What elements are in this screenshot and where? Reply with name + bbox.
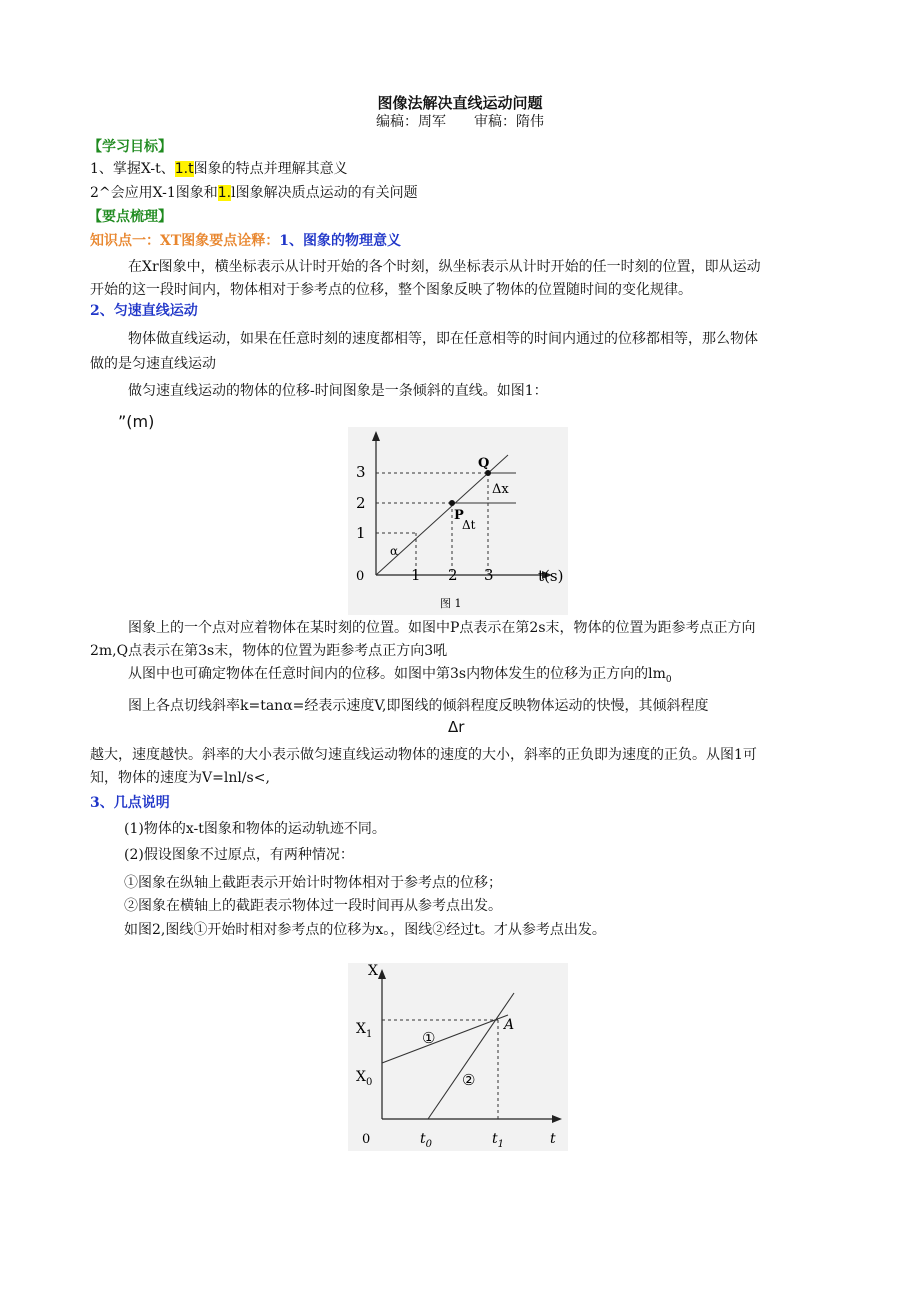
para-2-line-1: 物体做直线运动，如果在任意时刻的速度都相等，即在任意相等的时间内通过的位移都相等，那么物体 bbox=[128, 331, 758, 347]
para-7-line-2: 知，物体的速度为V=lnl∕s<, bbox=[90, 770, 270, 786]
point-p bbox=[449, 500, 455, 506]
x-tick-1: 1 bbox=[411, 566, 421, 584]
y-unit-label: ”(m) bbox=[118, 412, 155, 431]
y-tick-1: 1 bbox=[356, 524, 366, 542]
goals-heading: 【学习目标】 bbox=[88, 139, 172, 155]
para-3: 做匀速直线运动的物体的位移-时间图象是一条倾斜的直线。如图1： bbox=[128, 383, 548, 399]
p-label: P bbox=[454, 508, 464, 523]
origin-label-2: 0 bbox=[362, 1132, 371, 1147]
authors: 编稿：周军 审稿：隋伟 bbox=[376, 114, 544, 130]
para-6: 图上各点切线斜率k=tanα=经表示速度V,即图线的倾斜程度反映物体运动的快慢，其倾斜程度 bbox=[128, 698, 709, 714]
y-tick-3: 3 bbox=[356, 463, 366, 481]
para-2-line-2: 做的是匀速直线运动 bbox=[90, 356, 216, 372]
note-2: (2)假设图象不过原点，有两种情况： bbox=[124, 847, 354, 863]
delta-r: Δr bbox=[448, 718, 465, 736]
x-axis-y-label: X bbox=[368, 963, 378, 979]
knowledge-point-1: 知识点一：XT图象要点诠释：1、图象的物理意义 bbox=[90, 233, 402, 249]
figure-1 bbox=[348, 427, 568, 615]
x-tick-3: 3 bbox=[484, 566, 494, 584]
x1-label: $X_1$ bbox=[356, 1021, 373, 1040]
case-1: ①图象在纵轴上截距表示开始计时物体相对于参考点的位移； bbox=[124, 875, 502, 891]
section-2-heading: 2、匀速直线运动 bbox=[90, 303, 198, 319]
origin-label: 0 bbox=[356, 569, 365, 584]
point-a-label: A bbox=[504, 1017, 515, 1033]
para-1-line-1: 在Xr图象中，横坐标表示从计时开始的各个时刻，纵坐标表示从计时开始的任一时刻的位置，即从运动 bbox=[128, 259, 761, 275]
y-tick-2: 2 bbox=[356, 494, 366, 512]
section-3-heading: 3、几点说明 bbox=[90, 795, 170, 811]
goal-line-2: 2^会应用X-1图象和1.l图象解决质点运动的有关问题 bbox=[90, 185, 418, 201]
page-title: 图像法解决直线运动问题 bbox=[377, 94, 543, 112]
t-axis-label: t bbox=[550, 1131, 556, 1147]
goal-line-1: 1、掌握X-t、1.t图象的特点并理解其意义 bbox=[90, 161, 348, 177]
x-axis-label: t(s) bbox=[538, 567, 564, 585]
para-8: 如图2,图线①开始时相对参考点的位移为x。，图线②经过t。才从参考点出发。 bbox=[124, 922, 606, 938]
alpha-label: α bbox=[390, 544, 399, 558]
para-5: 从图中也可确定物体在任意时间内的位移。如图中第3s内物体发生的位移为正方向的$lm_0$ bbox=[128, 666, 672, 685]
t0-label: $t_0$ bbox=[420, 1131, 433, 1150]
q-label: Q bbox=[478, 456, 490, 471]
x0-label: $X_0$ bbox=[356, 1069, 373, 1088]
para-4-line-2: 2m,Q点表示在第3s末，物体的位置为距参考点正方向3吼 bbox=[90, 643, 448, 659]
x-tick-2: 2 bbox=[448, 566, 458, 584]
t1-label: $t_1$ bbox=[492, 1131, 505, 1150]
note-1: (1)物体的x-t图象和物体的运动轨迹不同。 bbox=[124, 821, 386, 837]
para-7-line-1: 越大，速度越快。斜率的大小表示做匀速直线运动物体的速度的大小，斜率的正负即为速度的正负。从图1可 bbox=[90, 747, 757, 763]
para-1-line-2: 开始的这一段时间内，物体相对于参考点的位移，整个图象反映了物体的位置随时间的变化规律。 bbox=[90, 282, 692, 298]
case-2: ②图象在横轴上的截距表示物体过一段时间再从参考点出发。 bbox=[124, 898, 502, 914]
line-2-label: ② bbox=[462, 1071, 476, 1089]
para-4-line-1: 图象上的一个点对应着物体在某时刻的位置。如图中P点表示在第2s末，物体的位置为距参考点正方向 bbox=[128, 620, 756, 636]
figure-2 bbox=[348, 963, 568, 1151]
delta-t-label: Δt bbox=[462, 518, 476, 532]
summary-heading: 【要点梳理】 bbox=[88, 209, 172, 225]
line-1-label: ① bbox=[422, 1029, 436, 1047]
figure-1-caption: 图 1 bbox=[440, 597, 462, 610]
delta-x-label: Δx bbox=[492, 482, 509, 497]
